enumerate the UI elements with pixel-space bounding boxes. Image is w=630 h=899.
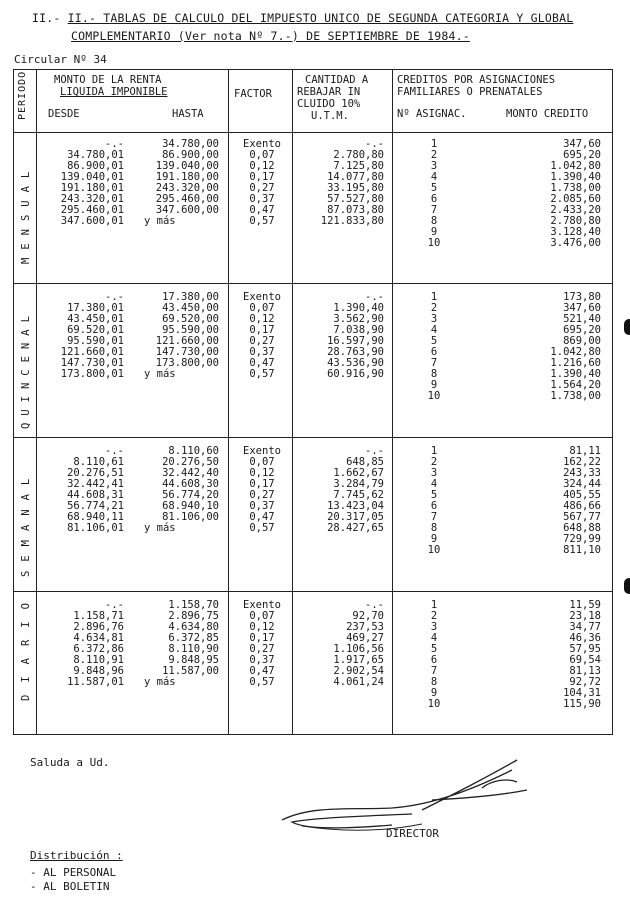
factor-cell: 0,07 bbox=[249, 610, 275, 622]
factor-cell: 0,37 bbox=[249, 500, 275, 512]
monto-cell: 115,90 bbox=[563, 698, 601, 710]
nro-cell: 8 bbox=[430, 676, 438, 688]
monto-cell: 81,13 bbox=[569, 665, 601, 677]
factor-cell: 0,27 bbox=[249, 182, 275, 194]
factor-header: FACTOR bbox=[234, 88, 272, 100]
periodo-label-text: QUINCENAL bbox=[20, 309, 32, 429]
monto-cell: 92,72 bbox=[569, 676, 601, 688]
hasta-cell: 20.276,50 bbox=[162, 456, 219, 468]
monto-cell: 405,55 bbox=[563, 489, 601, 501]
monto-cell: 324,44 bbox=[563, 478, 601, 490]
factor-cell: 0,47 bbox=[249, 665, 275, 677]
nro-cell: 2 bbox=[430, 456, 438, 468]
monto-cell: 729,99 bbox=[563, 533, 601, 545]
monto-cell: 347,60 bbox=[563, 138, 601, 150]
desde-cell: 6.372,86 bbox=[73, 643, 124, 655]
hasta-cell: 295.460,00 bbox=[155, 193, 219, 205]
nro-cell: 7 bbox=[430, 665, 438, 677]
hasta-cell: 9.848,95 bbox=[168, 654, 219, 666]
factor-cell: 0,47 bbox=[249, 357, 275, 369]
tax-table bbox=[13, 69, 613, 735]
monto-cell: 162,22 bbox=[563, 456, 601, 468]
desde-cell: 56.774,21 bbox=[67, 500, 124, 512]
desde-cell: 243.320,01 bbox=[60, 193, 124, 205]
cantidad-header bbox=[297, 74, 368, 122]
factor-cell: 0,37 bbox=[249, 654, 275, 666]
cantidad-cell: 33.195,80 bbox=[327, 182, 384, 194]
desde-cell: 191.180,01 bbox=[60, 182, 124, 194]
factor-cell: 0,57 bbox=[249, 522, 275, 534]
nro-cell: 6 bbox=[430, 346, 438, 358]
desde-cell: 347.600,01 bbox=[60, 215, 124, 227]
periodo-header-text: PERIODO bbox=[17, 70, 28, 120]
cantidad-header-line2: REBAJAR IN bbox=[297, 86, 361, 98]
hasta-cell: 2.896,75 bbox=[168, 610, 219, 622]
hasta-cell: 147.730,00 bbox=[155, 346, 219, 358]
nro-cell: 9 bbox=[430, 226, 438, 238]
hasta-cell: 32.442,40 bbox=[162, 467, 219, 479]
cantidad-cell: 20.317,05 bbox=[327, 511, 384, 523]
hasta-cell: 139.040,00 bbox=[155, 160, 219, 172]
desde-cell: 173.800,01 bbox=[60, 368, 124, 380]
cantidad-header-line4: U.T.M. bbox=[311, 110, 349, 122]
cantidad-cell: -.- bbox=[365, 599, 384, 611]
monto-cell: 1.042,80 bbox=[550, 160, 601, 172]
cantidad-cell: 1.106,56 bbox=[333, 643, 384, 655]
cantidad-cell: -.- bbox=[365, 445, 384, 457]
periodo-label bbox=[14, 437, 36, 591]
factor-cell: 0,17 bbox=[249, 171, 275, 183]
nro-cell: 5 bbox=[430, 643, 438, 655]
hasta-cell: 121.660,00 bbox=[155, 335, 219, 347]
nro-cell: 9 bbox=[430, 379, 438, 391]
factor-cell: 0,57 bbox=[249, 676, 275, 688]
factor-cell: 0,57 bbox=[249, 215, 275, 227]
monto-cell: 57,95 bbox=[569, 643, 601, 655]
monto-cell: 2.780,80 bbox=[550, 215, 601, 227]
desde-cell: 4.634,81 bbox=[73, 632, 124, 644]
factor-cell: 0,12 bbox=[249, 313, 275, 325]
monto-credito-header: MONTO CREDITO bbox=[506, 108, 589, 120]
cantidad-cell: 2.902,54 bbox=[333, 665, 384, 677]
desde-cell: 20.276,51 bbox=[67, 467, 124, 479]
nro-cell: 3 bbox=[430, 467, 438, 479]
hasta-cell: 81.106,00 bbox=[162, 511, 219, 523]
cantidad-cell: 13.423,04 bbox=[327, 500, 384, 512]
desde-cell: 43.450,01 bbox=[67, 313, 124, 325]
periodo-label bbox=[14, 132, 36, 283]
distribution-item: - AL PERSONAL bbox=[30, 866, 117, 879]
closing-salutation: Saluda a Ud. bbox=[30, 756, 110, 769]
cantidad-header-line3: CLUIDO 10% bbox=[297, 98, 361, 110]
cantidad-cell: 92,70 bbox=[352, 610, 384, 622]
cantidad-cell: 1.390,40 bbox=[333, 302, 384, 314]
periodo-label-text: DIARIO bbox=[20, 591, 32, 701]
hasta-cell: y más bbox=[144, 215, 176, 227]
hasta-cell: 191.180,00 bbox=[155, 171, 219, 183]
cantidad-cell: 3.284,79 bbox=[333, 478, 384, 490]
nro-cell: 6 bbox=[430, 193, 438, 205]
creditos-header-line1: CREDITOS POR ASIGNACIONES bbox=[397, 74, 556, 86]
nro-cell: 2 bbox=[430, 610, 438, 622]
cantidad-cell: -.- bbox=[365, 291, 384, 303]
factor-cell: 0,12 bbox=[249, 467, 275, 479]
factor-cell: 0,17 bbox=[249, 632, 275, 644]
monto-cell: 81,11 bbox=[569, 445, 601, 457]
hasta-cell: 43.450,00 bbox=[162, 302, 219, 314]
nro-cell: 9 bbox=[430, 533, 438, 545]
desde-cell: 44.608,31 bbox=[67, 489, 124, 501]
monto-cell: 1.390,40 bbox=[550, 368, 601, 380]
cantidad-cell: 4.061,24 bbox=[333, 676, 384, 688]
cantidad-cell: 28.763,90 bbox=[327, 346, 384, 358]
monto-cell: 521,40 bbox=[563, 313, 601, 325]
nro-cell: 6 bbox=[430, 654, 438, 666]
desde-cell: 1.158,71 bbox=[73, 610, 124, 622]
periodo-label bbox=[14, 283, 36, 437]
cantidad-cell: 121.833,80 bbox=[320, 215, 384, 227]
cantidad-cell: 14.077,80 bbox=[327, 171, 384, 183]
monto-cell: 23,18 bbox=[569, 610, 601, 622]
document-title-line1 bbox=[32, 11, 573, 25]
nro-cell: 1 bbox=[430, 291, 438, 303]
desde-cell: -.- bbox=[105, 599, 124, 611]
desde-cell: 81.106,01 bbox=[67, 522, 124, 534]
nro-cell: 5 bbox=[430, 182, 438, 194]
cantidad-cell: 87.073,80 bbox=[327, 204, 384, 216]
desde-cell: 95.590,01 bbox=[67, 335, 124, 347]
monto-cell: 347,60 bbox=[563, 302, 601, 314]
nro-cell: 5 bbox=[430, 335, 438, 347]
hasta-cell: 69.520,00 bbox=[162, 313, 219, 325]
factor-cell: 0,07 bbox=[249, 456, 275, 468]
nro-asignac-header: Nº ASIGNAC. bbox=[397, 108, 467, 120]
nro-cell: 7 bbox=[430, 357, 438, 369]
desde-cell: 295.460,01 bbox=[60, 204, 124, 216]
desde-cell: 2.896,76 bbox=[73, 621, 124, 633]
nro-cell: 1 bbox=[430, 445, 438, 457]
hasta-cell: 86.900,00 bbox=[162, 149, 219, 161]
hasta-cell: 44.608,30 bbox=[162, 478, 219, 490]
monto-cell: 1.042,80 bbox=[550, 346, 601, 358]
monto-cell: 173,80 bbox=[563, 291, 601, 303]
desde-cell: 34.780,01 bbox=[67, 149, 124, 161]
circular-number: Circular Nº 34 bbox=[14, 53, 107, 66]
hasta-cell: 34.780,00 bbox=[162, 138, 219, 150]
desde-cell: 139.040,01 bbox=[60, 171, 124, 183]
cantidad-cell: 43.536,90 bbox=[327, 357, 384, 369]
factor-cell: 0,27 bbox=[249, 643, 275, 655]
hasta-cell: 6.372,85 bbox=[168, 632, 219, 644]
nro-cell: 4 bbox=[430, 171, 438, 183]
monto-cell: 695,20 bbox=[563, 149, 601, 161]
hasta-cell: 56.774,20 bbox=[162, 489, 219, 501]
factor-cell: 0,07 bbox=[249, 149, 275, 161]
cantidad-cell: 237,53 bbox=[346, 621, 384, 633]
distribution-label: Distribución : bbox=[30, 849, 123, 862]
section-diario bbox=[14, 591, 611, 734]
periodo-header bbox=[14, 70, 36, 132]
monto-cell: 11,59 bbox=[569, 599, 601, 611]
hasta-cell: 8.110,90 bbox=[168, 643, 219, 655]
factor-cell: 0,57 bbox=[249, 368, 275, 380]
cantidad-cell: 3.562,90 bbox=[333, 313, 384, 325]
nro-cell: 3 bbox=[430, 313, 438, 325]
nro-cell: 2 bbox=[430, 149, 438, 161]
periodo-label-text: MENSUAL bbox=[20, 163, 32, 264]
monto-header-line1: MONTO DE LA RENTA bbox=[54, 74, 162, 86]
monto-cell: 811,10 bbox=[563, 544, 601, 556]
hasta-cell: 173.800,00 bbox=[155, 357, 219, 369]
desde-header: DESDE bbox=[48, 108, 80, 120]
monto-cell: 695,20 bbox=[563, 324, 601, 336]
section-mensual bbox=[14, 132, 611, 283]
monto-cell: 243,33 bbox=[563, 467, 601, 479]
nro-cell: 2 bbox=[430, 302, 438, 314]
monto-cell: 1.390,40 bbox=[550, 171, 601, 183]
cantidad-cell: 1.917,65 bbox=[333, 654, 384, 666]
periodo-label bbox=[14, 591, 36, 734]
factor-cell: 0,47 bbox=[249, 511, 275, 523]
monto-header-line2: LIQUIDA IMPONIBLE bbox=[60, 86, 168, 98]
desde-cell: 147.730,01 bbox=[60, 357, 124, 369]
cantidad-cell: 28.427,65 bbox=[327, 522, 384, 534]
hasta-cell: y más bbox=[144, 676, 176, 688]
desde-cell: 32.442,41 bbox=[67, 478, 124, 490]
cantidad-cell: 7.038,90 bbox=[333, 324, 384, 336]
factor-cell: Exento bbox=[243, 291, 281, 303]
monto-cell: 648,88 bbox=[563, 522, 601, 534]
cantidad-cell: 60.916,90 bbox=[327, 368, 384, 380]
nro-cell: 10 bbox=[427, 237, 441, 249]
hasta-cell: 17.380,00 bbox=[162, 291, 219, 303]
nro-cell: 3 bbox=[430, 621, 438, 633]
nro-cell: 10 bbox=[427, 544, 441, 556]
desde-cell: 8.110,91 bbox=[73, 654, 124, 666]
monto-cell: 2.085,60 bbox=[550, 193, 601, 205]
cantidad-cell: 7.745,62 bbox=[333, 489, 384, 501]
hasta-cell: 4.634,80 bbox=[168, 621, 219, 633]
factor-cell: Exento bbox=[243, 138, 281, 150]
desde-cell: 8.110,61 bbox=[73, 456, 124, 468]
monto-cell: 34,77 bbox=[569, 621, 601, 633]
cantidad-cell: 469,27 bbox=[346, 632, 384, 644]
monto-cell: 2.433,20 bbox=[550, 204, 601, 216]
punch-hole-mark bbox=[624, 578, 630, 594]
desde-cell: -.- bbox=[105, 445, 124, 457]
title-text-1: II.- TABLAS DE CALCULO DEL IMPUESTO UNICO DE SEGUNDA CATEGORIA Y GLOBAL bbox=[67, 11, 574, 25]
monto-cell: 1.564,20 bbox=[550, 379, 601, 391]
nro-cell: 1 bbox=[430, 599, 438, 611]
factor-cell: 0,47 bbox=[249, 204, 275, 216]
cantidad-cell: 16.597,90 bbox=[327, 335, 384, 347]
nro-cell: 4 bbox=[430, 324, 438, 336]
monto-cell: 1.738,00 bbox=[550, 182, 601, 194]
cantidad-cell: 7.125,80 bbox=[333, 160, 384, 172]
nro-cell: 5 bbox=[430, 489, 438, 501]
distribution-item: - AL BOLETIN bbox=[30, 880, 110, 893]
monto-cell: 69,54 bbox=[569, 654, 601, 666]
nro-cell: 9 bbox=[430, 687, 438, 699]
monto-cell: 486,66 bbox=[563, 500, 601, 512]
nro-cell: 10 bbox=[427, 390, 441, 402]
monto-cell: 869,00 bbox=[563, 335, 601, 347]
hasta-cell: y más bbox=[144, 522, 176, 534]
factor-cell: 0,07 bbox=[249, 302, 275, 314]
desde-cell: 17.380,01 bbox=[67, 302, 124, 314]
monto-cell: 1.216,60 bbox=[550, 357, 601, 369]
nro-cell: 8 bbox=[430, 215, 438, 227]
monto-cell: 3.128,40 bbox=[550, 226, 601, 238]
factor-cell: Exento bbox=[243, 445, 281, 457]
nro-cell: 6 bbox=[430, 500, 438, 512]
factor-cell: 0,37 bbox=[249, 346, 275, 358]
nro-cell: 7 bbox=[430, 204, 438, 216]
monto-cell: 1.738,00 bbox=[550, 390, 601, 402]
factor-cell: Exento bbox=[243, 599, 281, 611]
nro-cell: 10 bbox=[427, 698, 441, 710]
section-semanal bbox=[14, 437, 611, 591]
factor-cell: 0,37 bbox=[249, 193, 275, 205]
monto-header bbox=[54, 74, 167, 98]
factor-cell: 0,12 bbox=[249, 621, 275, 633]
periodo-label-text: SEMANAL bbox=[20, 469, 32, 577]
cantidad-cell: 2.780,80 bbox=[333, 149, 384, 161]
creditos-header-line2: FAMILIARES O PRENATALES bbox=[397, 86, 543, 98]
desde-cell: 121.660,01 bbox=[60, 346, 124, 358]
signer-title: DIRECTOR bbox=[386, 827, 439, 840]
hasta-cell: 243.320,00 bbox=[155, 182, 219, 194]
nro-cell: 3 bbox=[430, 160, 438, 172]
hasta-cell: 95.590,00 bbox=[162, 324, 219, 336]
title-prefix: II.- bbox=[32, 11, 68, 25]
document-title-line2: COMPLEMENTARIO (Ver nota Nº 7.-) DE SEPTIEMBRE DE 1984.- bbox=[71, 29, 470, 43]
monto-cell: 567,77 bbox=[563, 511, 601, 523]
hasta-cell: 1.158,70 bbox=[168, 599, 219, 611]
hasta-cell: 8.110,60 bbox=[168, 445, 219, 457]
hasta-cell: y más bbox=[144, 368, 176, 380]
factor-cell: 0,17 bbox=[249, 324, 275, 336]
nro-cell: 7 bbox=[430, 511, 438, 523]
monto-cell: 46,36 bbox=[569, 632, 601, 644]
hasta-cell: 347.600,00 bbox=[155, 204, 219, 216]
monto-cell: 3.476,00 bbox=[550, 237, 601, 249]
nro-cell: 8 bbox=[430, 368, 438, 380]
cantidad-cell: 648,85 bbox=[346, 456, 384, 468]
factor-cell: 0,27 bbox=[249, 489, 275, 501]
desde-cell: -.- bbox=[105, 138, 124, 150]
hasta-cell: 68.940,10 bbox=[162, 500, 219, 512]
desde-cell: 86.900,01 bbox=[67, 160, 124, 172]
nro-cell: 8 bbox=[430, 522, 438, 534]
factor-cell: 0,12 bbox=[249, 160, 275, 172]
punch-hole-mark bbox=[624, 319, 630, 335]
desde-cell: 9.848,96 bbox=[73, 665, 124, 677]
nro-cell: 4 bbox=[430, 478, 438, 490]
cantidad-cell: 1.662,67 bbox=[333, 467, 384, 479]
desde-cell: -.- bbox=[105, 291, 124, 303]
cantidad-cell: 57.527,80 bbox=[327, 193, 384, 205]
desde-cell: 11.587,01 bbox=[67, 676, 124, 688]
factor-cell: 0,27 bbox=[249, 335, 275, 347]
cantidad-cell: -.- bbox=[365, 138, 384, 150]
desde-cell: 69.520,01 bbox=[67, 324, 124, 336]
creditos-header bbox=[397, 74, 555, 98]
nro-cell: 4 bbox=[430, 632, 438, 644]
monto-cell: 104,31 bbox=[563, 687, 601, 699]
section-quincenal bbox=[14, 283, 611, 437]
hasta-header: HASTA bbox=[172, 108, 204, 120]
factor-cell: 0,17 bbox=[249, 478, 275, 490]
nro-cell: 1 bbox=[430, 138, 438, 150]
hasta-cell: 11.587,00 bbox=[162, 665, 219, 677]
desde-cell: 68.940,11 bbox=[67, 511, 124, 523]
cantidad-header-line1: CANTIDAD A bbox=[305, 74, 369, 86]
